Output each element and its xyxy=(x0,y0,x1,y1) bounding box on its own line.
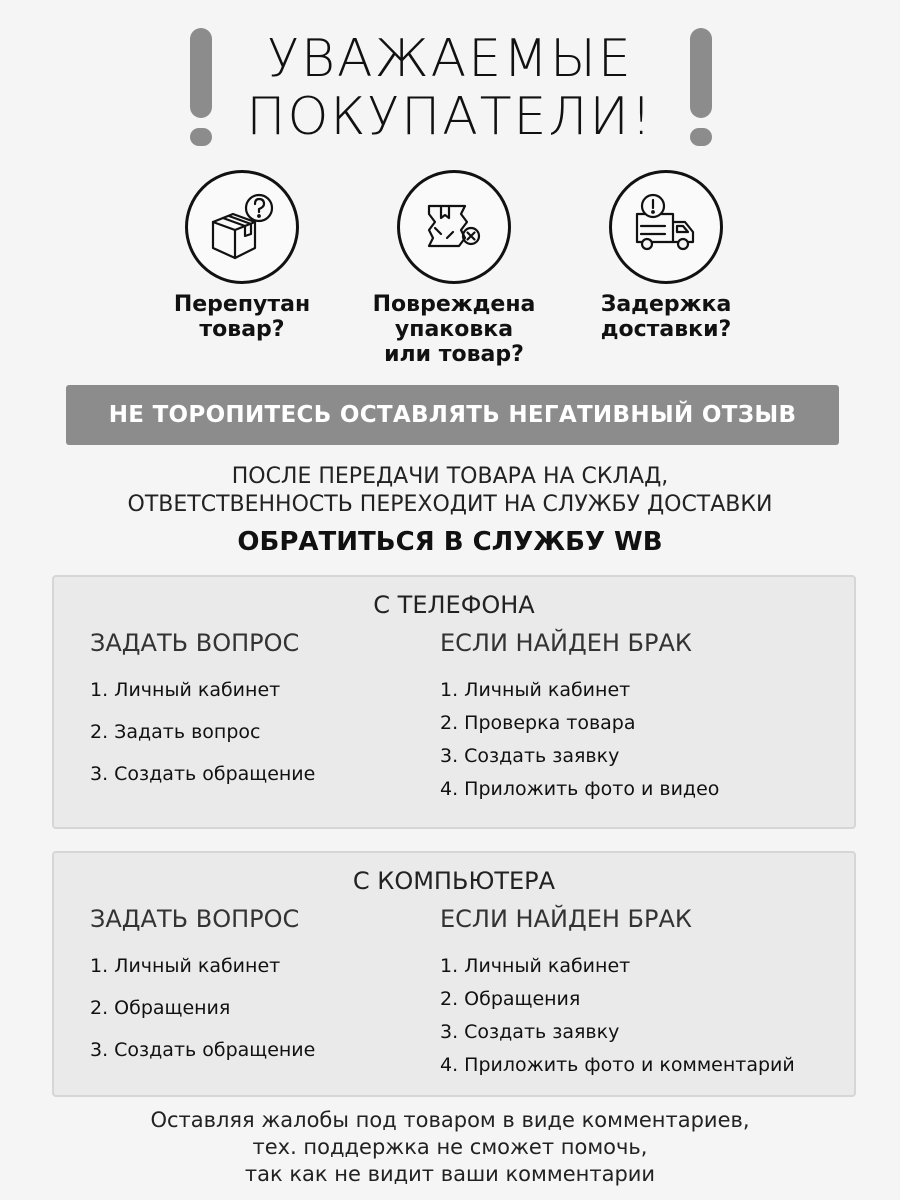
phone-defect-step: 1. Личный кабинет xyxy=(440,679,631,701)
phone-defect-column xyxy=(440,629,854,811)
computer-ask-step: 3. Создать обращение xyxy=(90,1039,316,1061)
damaged-package-icon xyxy=(397,170,511,284)
page-title xyxy=(0,30,900,146)
notice-line-2: ОТВЕТСТВЕННОСТЬ ПЕРЕХОДИТ НА СЛУЖБУ ДОСТАВКИ xyxy=(127,492,773,517)
computer-ask-column xyxy=(90,905,410,1081)
phone-defect-step: 2. Проверка товара xyxy=(440,712,636,734)
phone-defect-step: 3. Создать заявку xyxy=(440,745,620,767)
phone-ask-step: 1. Личный кабинет xyxy=(90,679,281,701)
phone-ask-step: 3. Создать обращение xyxy=(90,763,316,785)
computer-defect-column xyxy=(440,905,854,1087)
computer-defect-step: 2. Обращения xyxy=(440,988,581,1010)
warning-banner: НЕ ТОРОПИТЕСЬ ОСТАВЛЯТЬ НЕГАТИВНЫЙ ОТЗЫВ xyxy=(66,385,839,445)
phone-defect-title: ЕСЛИ НАЙДЕН БРАК xyxy=(440,629,692,657)
issue-damaged-label: Повреждена упаковка или товар? xyxy=(372,292,536,367)
footer-note xyxy=(0,1107,900,1188)
computer-ask-step: 2. Обращения xyxy=(90,997,231,1019)
issue-delay-label: Задержка доставки? xyxy=(600,292,732,342)
computer-defect-step: 4. Приложить фото и комментарий xyxy=(440,1054,795,1076)
title-line-1: УВАЖАЕМЫЕ xyxy=(267,29,633,89)
phone-card-title: С ТЕЛЕФОНА xyxy=(373,591,535,619)
footer-line-1: Оставляя жалобы под товаром в виде комментариев, xyxy=(150,1108,750,1132)
contact-support-title: ОБРАТИТЬСЯ В СЛУЖБУ WB xyxy=(237,527,663,557)
issue-delay-item xyxy=(566,170,766,342)
computer-ask-title: ЗАДАТЬ ВОПРОС xyxy=(90,905,300,933)
phone-ask-step: 2. Задать вопрос xyxy=(90,721,261,743)
phone-ask-column xyxy=(90,629,410,805)
delivery-truck-alert-icon xyxy=(609,170,723,284)
phone-defect-step: 4. Приложить фото и видео xyxy=(440,778,720,800)
computer-defect-title: ЕСЛИ НАЙДЕН БРАК xyxy=(440,905,692,933)
phone-ask-title: ЗАДАТЬ ВОПРОС xyxy=(90,629,300,657)
computer-instructions-card xyxy=(52,851,856,1097)
computer-card-title: С КОМПЬЮТЕРА xyxy=(352,867,556,895)
footer-line-3: так как не видит ваши комментарии xyxy=(244,1162,656,1186)
phone-instructions-card xyxy=(52,575,856,829)
issue-damaged-item xyxy=(354,170,554,367)
responsibility-notice xyxy=(0,463,900,519)
computer-defect-step: 1. Личный кабинет xyxy=(440,955,631,977)
notice-line-1: ПОСЛЕ ПЕРЕДАЧИ ТОВАРА НА СКЛАД, xyxy=(231,464,669,489)
issue-mixed-item xyxy=(142,170,342,342)
title-line-2: ПОКУПАТЕЛИ! xyxy=(246,87,654,147)
computer-defect-step: 3. Создать заявку xyxy=(440,1021,620,1043)
footer-line-2: тех. поддержка не сможет помочь, xyxy=(252,1135,648,1159)
issue-mixed-label: Перепутан товар? xyxy=(173,292,311,342)
confused-box-icon xyxy=(185,170,299,284)
computer-ask-step: 1. Личный кабинет xyxy=(90,955,281,977)
